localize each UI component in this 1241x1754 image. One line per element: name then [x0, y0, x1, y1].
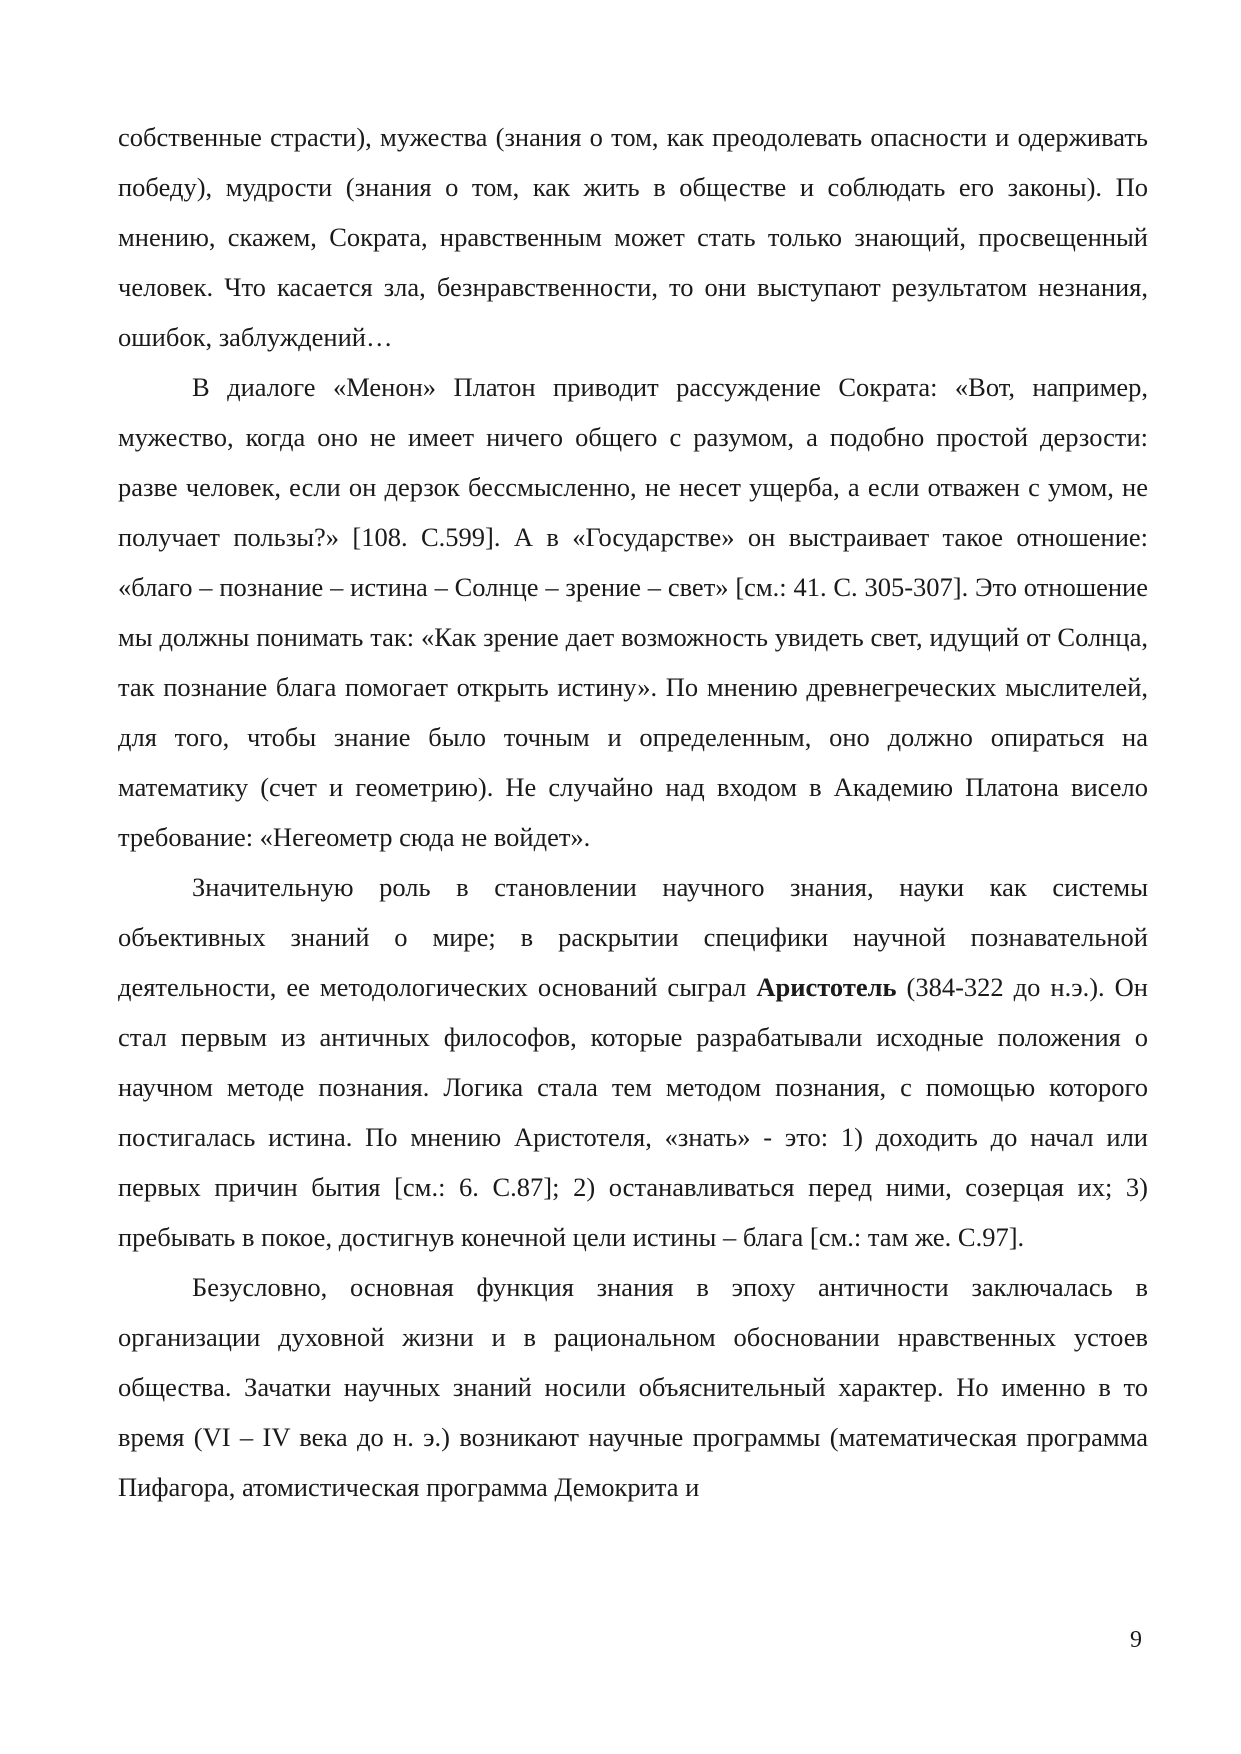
document-page — [118, 112, 1148, 1512]
paragraph-4: Безусловно, основная функция знания в эпоху античности заключалась в организации духовной жизни и в рациональном обосновании нравственных устоев общества. Зачатки научных знаний носили объяснительный характер. Но именно в то время (VI – IV века до н. э.) возникают научные программы (математическая программа Пифагора, атомистическая программа Демокрита и — [118, 1272, 1148, 1502]
paragraph-3 — [118, 862, 1148, 1262]
aristotle-bold: Аристотель — [756, 972, 897, 1002]
paragraph-3-text-before: Значительную роль в становлении научного знания, науки как системы объективных знаний о мире; в раскрытии специфики научной познавательной деятельности, ее методологических оснований сыграл — [118, 872, 1148, 1002]
paragraph-2: В диалоге «Менон» Платон приводит рассуждение Сократа: «Вот, например, мужество, когда оно не имеет ничего общего с разумом, а подобно простой дерзости: разве человек, если он дерзок бессмысленно, не несет ущерба, а если отважен с умом, не получает пользы?» [108. С.599]. А в «Государстве» он выстраивает такое отношение: «благо – познание – истина – Солнце – зрение – свет» [см.: 41. С. 305-307]. Это отношение мы должны понимать так: «Как зрение дает возможность увидеть свет, идущий от Солнца, так познание блага помогает открыть истину». По мнению древнегреческих мыслителей, для того, чтобы знание было точным и определенным, оно должно опираться на математику (счет и геометрию). Не случайно над входом в Академию Платона висело требование: «Негеометр сюда не войдет». — [118, 372, 1148, 852]
page-number: 9 — [1130, 1627, 1142, 1653]
paragraph-3-text-after: (384-322 до н.э.). Он стал первым из античных философов, которые разрабатывали исходные положения о научном методе познания. Логика стала тем методом познания, с помощью которого постигалась истина. По мнению Аристотеля, «знать» - это: 1) доходить до начал или первых причин бытия [см.: 6. С.87]; 2) останавливаться перед ними, созерцая их; 3) пребывать в покое, достигнув конечной цели истины – блага [см.: там же. С.97]. — [118, 972, 1148, 1252]
paragraph-1: собственные страсти), мужества (знания о том, как преодолевать опасности и одерживать победу), мудрости (знания о том, как жить в обществе и соблюдать его законы). По мнению, скажем, Сократа, нравственным может стать только знающий, просвещенный человек. Что касается зла, безнравственности, то они выступают результатом незнания, ошибок, заблуждений… — [118, 122, 1148, 352]
